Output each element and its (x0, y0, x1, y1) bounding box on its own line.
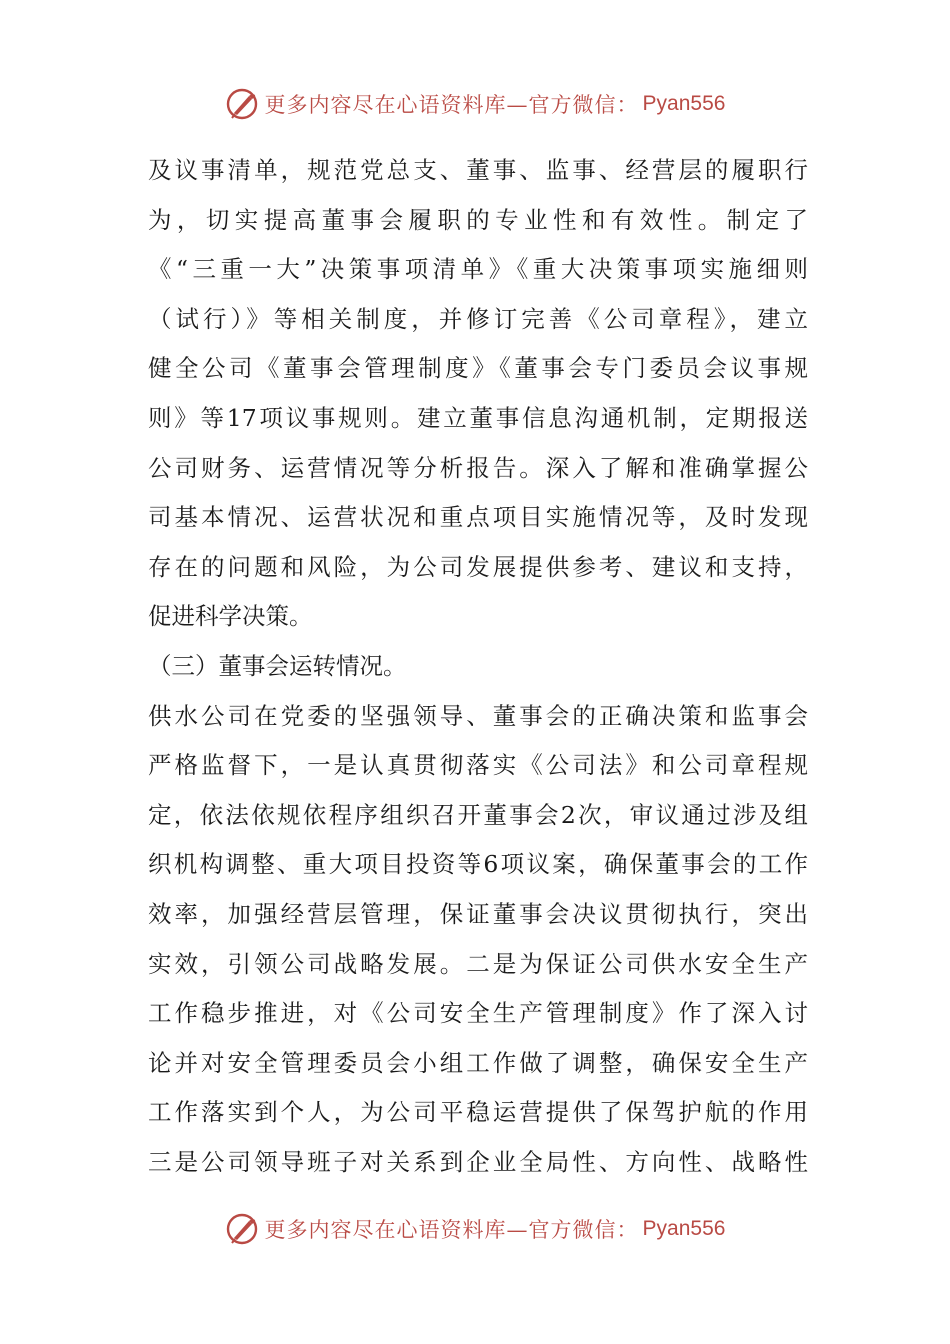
text-line: 工作稳步推进，对《公司安全生产管理制度》作了深入讨 (148, 999, 808, 1028)
text-line: 严格监督下，一是认真贯彻落实《公司法》和公司章程规 (148, 751, 808, 780)
watermark-wechat-id: Pyan556 (642, 1217, 726, 1240)
watermark-wechat-id: Pyan556 (642, 92, 726, 115)
section-heading: （三）董事会运转情况。 (148, 651, 407, 680)
text-line: 工作落实到个人，为公司平稳运营提供了保驾护航的作用 (148, 1098, 808, 1127)
text-line: 促进科学决策。 (148, 602, 313, 631)
text-line: 三是公司领导班子对关系到企业全局性、方向性、战略性 (148, 1147, 808, 1176)
quill-logo-icon (225, 87, 259, 121)
watermark-text: 更多内容尽在心语资料库—官方微信： (264, 93, 639, 117)
text-line: 定，依法依规依程序组织召开董事会2次，审议通过涉及组 (148, 800, 808, 829)
watermark-text: 更多内容尽在心语资料库—官方微信： (264, 1218, 639, 1242)
header-watermark (0, 84, 950, 124)
text-line: 织机构调整、重大项目投资等6项议案，确保董事会的工作 (148, 850, 808, 879)
text-line: 《“三重一大”决策事项清单》《重大决策事项实施细则 (148, 255, 808, 284)
text-line: 公司财务、运营情况等分析报告。深入了解和准确掌握公 (148, 453, 808, 482)
text-line: 及议事清单，规范党总支、董事、监事、经营层的履职行 (148, 156, 808, 184)
text-line: 为，切实提高董事会履职的专业性和有效性。制定了 (148, 205, 808, 234)
text-line: 效率，加强经营层管理，保证董事会决议贯彻执行，突出 (148, 899, 808, 928)
text-line: 供水公司在党委的坚强领导、董事会的正确决策和监事会 (148, 701, 808, 730)
text-line: 实效，引领公司战略发展。二是为保证公司供水安全生产 (148, 949, 808, 978)
text-line: 存在的问题和风险，为公司发展提供参考、建议和支持， (148, 552, 808, 581)
text-line: 司基本情况、运营状况和重点项目实施情况等，及时发现 (148, 503, 808, 532)
quill-logo-icon (225, 1212, 259, 1246)
text-line: 则》等17项议事规则。建立董事信息沟通机制，定期报送 (148, 403, 808, 432)
text-line: 论并对安全管理委员会小组工作做了调整，确保安全生产 (148, 1048, 808, 1077)
text-line: 健全公司《董事会管理制度》《董事会专门委员会议事规 (148, 354, 808, 383)
document-body (148, 146, 808, 1187)
text-line: （试行）》等相关制度，并修订完善《公司章程》，建立 (148, 304, 808, 333)
footer-watermark (0, 1209, 950, 1249)
